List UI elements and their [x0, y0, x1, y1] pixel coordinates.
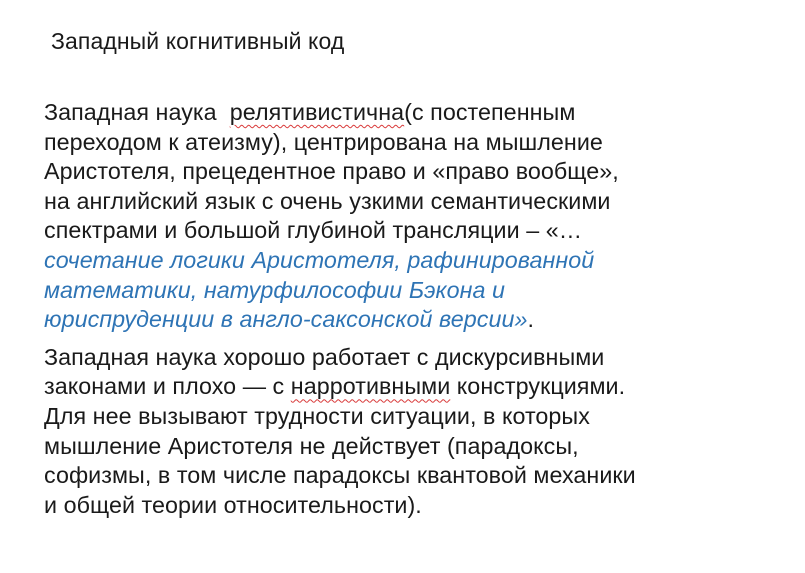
- text-line: Аристотеля, прецедентное право и «право вообще»,: [44, 158, 619, 185]
- quote-line: математики, натурфилософии Бэкона и: [44, 276, 505, 303]
- text-line: Западная наука хорошо работает с дискурсивными: [44, 343, 605, 370]
- text-fragment: Западная наука: [44, 99, 217, 125]
- text-line: [44, 372, 784, 402]
- text-line: переходом к атеизму), центрирована на мышление: [44, 128, 603, 155]
- paragraph-discursive-laws: [44, 343, 784, 521]
- text-line: [44, 305, 784, 335]
- text-fragment: .: [527, 306, 534, 333]
- slide-title: Западный когнитивный код: [51, 28, 345, 54]
- text-line: на английский язык с очень узкими семантическими: [44, 187, 611, 214]
- text-line: мышление Аристотеля не действует (парадоксы,: [44, 432, 579, 459]
- text-fragment: (с постепенным: [404, 99, 576, 125]
- text-gap: [217, 99, 230, 125]
- paragraph-western-science: [44, 98, 784, 335]
- quote-line: юриспруденции в англо-саксонской версии»: [44, 306, 528, 333]
- text-line: спектрами и большой глубиной трансляции – «…: [44, 217, 583, 244]
- misspelled-word[interactable]: нарротивными: [290, 373, 451, 400]
- text-fragment: конструкциями.: [450, 373, 626, 400]
- misspelled-word[interactable]: релятивистична: [229, 99, 405, 125]
- text-line: софизмы, в том числе парадоксы квантовой механики: [44, 462, 636, 489]
- text-line: [44, 98, 784, 128]
- text-line: Для нее вызывают трудности ситуации, в которых: [44, 402, 590, 429]
- text-fragment: законами и плохо — с: [44, 373, 291, 400]
- slide-body: [44, 98, 784, 520]
- quote-line: сочетание логики Аристотеля, рафинированной: [44, 246, 595, 273]
- text-line: и общей теории относительности).: [44, 491, 422, 518]
